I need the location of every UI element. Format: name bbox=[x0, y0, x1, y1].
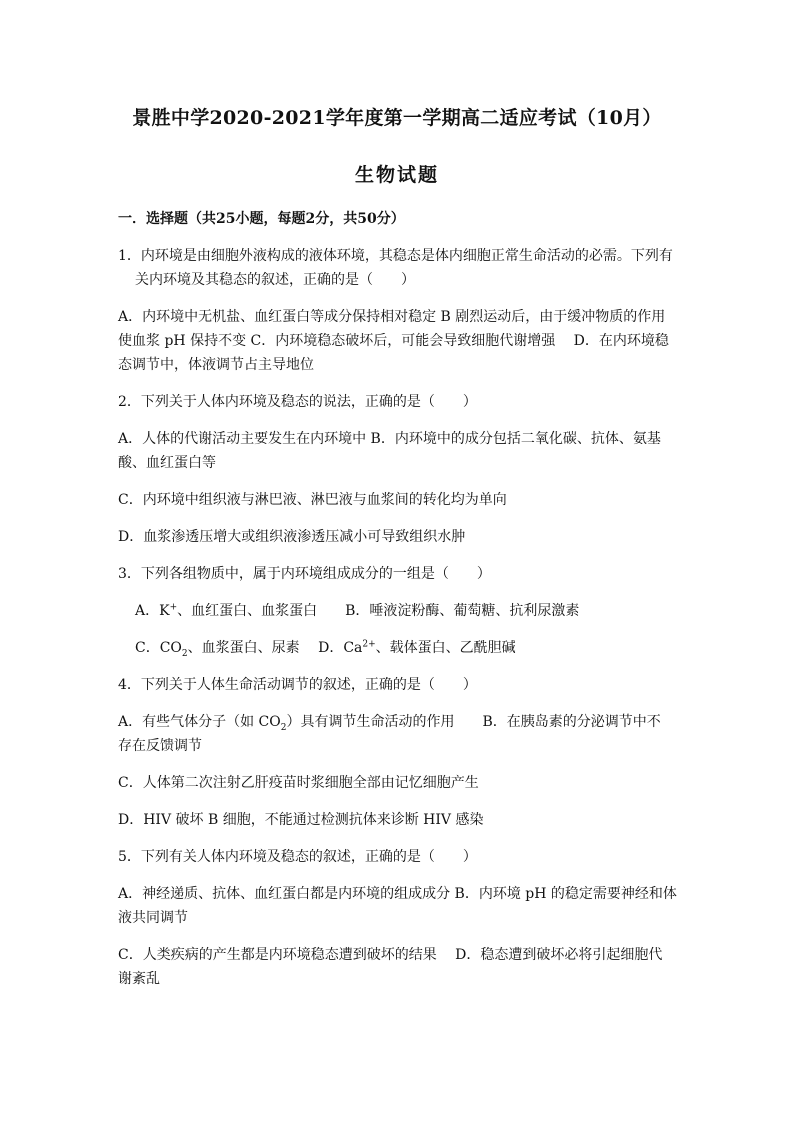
q5-option-ab-line1: A．神经递质、抗体、血红蛋白都是内环境的组成成分 B．内环境 pH 的稳定需要神经和体 bbox=[118, 886, 677, 902]
q2-option-ab-line1: A．人体的代谢活动主要发生在内环境中 B．内环境中的成分包括二氧化碳、抗体、氨基 bbox=[118, 431, 661, 447]
exam-title: 景胜中学2020-2021学年度第一学期高二适应考试（10月） bbox=[132, 107, 662, 129]
q4-option-ab-line1 bbox=[118, 710, 678, 734]
q1-stem-line2: 关内环境及其稳态的叙述，正确的是（ ） bbox=[135, 272, 415, 288]
section-heading: 一．选择题（共25小题，每题2分，共50分） bbox=[118, 211, 405, 227]
q3-stem: 3．下列各组物质中，属于内环境组成成分的一组是（ ） bbox=[118, 566, 491, 582]
q3-opt-a-prefix: A．K bbox=[135, 603, 170, 619]
exam-subtitle: 生物试题 bbox=[354, 164, 439, 186]
q3-opt-d-text: 、载体蛋白、乙酰胆碱 bbox=[375, 640, 516, 656]
q1-option-line1: A．内环境中无机盐、血红蛋白等成分保持相对稳定 B 剧烈运动后，由于缓冲物质的作用 bbox=[118, 309, 666, 325]
q3-opt-c-text: 、血浆蛋白、尿素 D．Ca bbox=[187, 640, 363, 656]
q5-option-cd-line1: C．人类疾病的产生都是内环境稳态遭到破坏的结果 D．稳态遭到破坏必将引起细胞代 bbox=[118, 947, 663, 963]
q3-option-cd bbox=[135, 636, 695, 660]
q3-opt-a-charge: + bbox=[169, 602, 178, 613]
q3-option-ab bbox=[135, 599, 695, 623]
q1-stem-line1: 1．内环境是由细胞外液构成的液体环境，其稳态是体内细胞正常生命活动的必需。下列有 bbox=[118, 248, 673, 264]
q5-stem: 5．下列有关人体内环境及稳态的叙述，正确的是（ ） bbox=[118, 849, 477, 865]
q4-opt-ab-text: ）具有调节生命活动的作用 B．在胰岛素的分泌调节中不 bbox=[286, 714, 661, 730]
q3-opt-ab-text: 、血红蛋白、血浆蛋白 B．唾液淀粉酶、葡萄糖、抗利尿激素 bbox=[177, 603, 580, 619]
q1-option-line3: 态调节中，体液调节占主导地位 bbox=[118, 357, 314, 373]
q4-stem: 4．下列关于人体生命活动调节的叙述，正确的是（ ） bbox=[118, 677, 477, 693]
q4-option-c: C．人体第二次注射乙肝疫苗时浆细胞全部由记忆细胞产生 bbox=[118, 775, 479, 791]
q2-option-c: C．内环境中组织液与淋巴液、淋巴液与血浆间的转化均为单向 bbox=[118, 492, 507, 508]
q2-option-d: D．血浆渗透压增大或组织液渗透压减小可导致组织水肿 bbox=[118, 529, 466, 545]
q4-opt-a-prefix: A．有些气体分子（如 CO bbox=[118, 714, 281, 730]
q5-option-cd-line2: 谢紊乱 bbox=[118, 971, 160, 987]
q4-option-d: D．HIV 破坏 B 细胞，不能通过检测抗体来诊断 HIV 感染 bbox=[118, 812, 484, 828]
q4-option-ab-line2: 存在反馈调节 bbox=[118, 738, 202, 754]
q4-opt-a-subscript: 2 bbox=[280, 722, 287, 733]
q2-stem: 2．下列关于人体内环境及稳态的说法，正确的是（ ） bbox=[118, 394, 477, 410]
q3-opt-c-subscript: 2 bbox=[181, 648, 188, 659]
q3-opt-c-prefix: C．CO bbox=[135, 640, 182, 656]
q2-option-ab-line2: 酸、血红蛋白等 bbox=[118, 455, 216, 471]
q3-opt-d-charge: 2+ bbox=[362, 639, 376, 650]
q1-option-line2: 使血浆 pH 保持不变 C．内环境稳态破坏后，可能会导致细胞代谢增强 D．在内环境稳 bbox=[118, 333, 669, 349]
q5-option-ab-line2: 液共同调节 bbox=[118, 910, 188, 926]
